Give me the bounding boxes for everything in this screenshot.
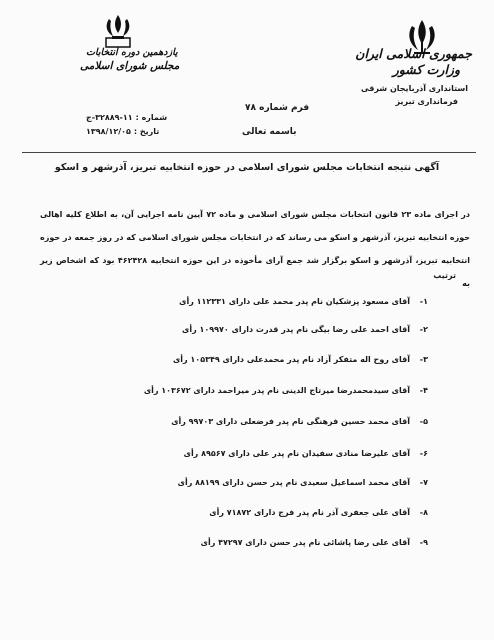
candidate-index: ۹-: [419, 538, 428, 547]
reference-date-value: ۱۳۹۸/۱۲/۰۵: [86, 127, 131, 136]
header-divider: [22, 152, 476, 153]
candidate-item: [173, 355, 428, 364]
candidate-text: آقای علی جعفری آذر نام پدر فرج دارای ۷۱۸۷۲ رأی: [209, 508, 410, 517]
candidate-item: [209, 508, 428, 517]
candidate-index: ۳-: [419, 355, 428, 364]
candidate-text: آقای علی رضا پاشائی نام پدر حسن دارای ۴۷۲۹۷ رأی: [200, 538, 410, 547]
form-number: فرم شماره ۷۸: [245, 103, 310, 113]
candidate-text: آقای محمد حسین فرهنگی نام پدر فرضعلی دارای ۹۹۷۰۳ رأی: [171, 417, 410, 426]
announcement-title: آگهی نتیجه انتخابات مجلس شورای اسلامی در حوزه انتخابیه تبریز، آذرشهر و اسکو: [54, 162, 440, 173]
reference-date-label: تاریخ :: [133, 127, 160, 136]
city-governorate: فرمانداری تبریز: [395, 97, 458, 106]
ministry-name: وزارت کشور: [392, 62, 460, 77]
candidate-item: [144, 386, 428, 395]
candidate-item: [182, 325, 428, 334]
basmala: باسمه تعالی: [242, 127, 297, 137]
province-governorate: استانداری آذربایجان شرقی: [361, 84, 468, 93]
candidate-text: آقای محمد اسماعیل سعیدی نام پدر حسن دارای ۸۸۱۹۹ رأی: [177, 478, 410, 487]
reference-number-label: شماره :: [135, 113, 168, 122]
government-title: جمهوری اسلامی ایران: [355, 46, 472, 61]
election-parliament: مجلس شورای اسلامی: [80, 60, 180, 72]
candidate-index: ۱-: [419, 297, 428, 306]
candidate-index: ۶-: [419, 449, 428, 458]
candidate-item: [178, 478, 428, 487]
candidate-index: ۲-: [419, 325, 428, 334]
candidate-item: [171, 417, 428, 426]
candidate-text: آقای مسعود پزشکیان نام پدر محمد علی دارای ۱۱۲۳۳۱ رأی: [179, 297, 410, 306]
candidate-item: [179, 297, 428, 306]
order-label: ترتیب: [433, 271, 456, 280]
candidate-item: [184, 449, 428, 458]
candidate-item: [201, 538, 428, 547]
candidate-index: ۴-: [419, 386, 428, 395]
election-period: یازدهمین دوره انتخابات: [86, 47, 178, 58]
candidate-index: ۷-: [419, 478, 428, 487]
reference-number-value: ۳۲۸۸۹-۱۱-ج: [86, 113, 133, 122]
candidate-text: آقای روح اله متفکر آزاد نام پدر محمدعلی دارای ۱۰۵۳۴۹ رأی: [172, 355, 410, 364]
candidate-text: آقای سیدمحمدرضا میرتاج الدینی نام پدر میراحمد دارای ۱۰۳۶۷۲ رأی: [143, 386, 410, 395]
candidate-index: ۸-: [419, 508, 428, 517]
reference-number: [86, 113, 167, 122]
election-emblem-icon: [100, 14, 136, 48]
intro-paragraph: در اجرای ماده ۲۳ قانون انتخابات مجلس شورای اسلامی و ماده ۷۲ آیین نامه اجرایی آن، به اطلاع کلیه اهالی حوزه انتخابیه تبریز، آذرشهر و اسکو می رساند که در انتخابات مجلس شورای اسلامی که در روز جمعه در حوزه انتخابیه تبریز، آذرشهر و اسکو برگزار شد جمع آرای مأخوذه در این حوزه انتخابیه ۴۶۲۴۲۸ بود که اشخاص زیر به: [40, 210, 471, 288]
candidate-index: ۵-: [419, 417, 428, 426]
reference-date: [86, 127, 159, 136]
candidate-text: آقای علیرضا منادی سفیدان نام پدر علی دارای ۸۹۵۶۷ رأی: [183, 449, 410, 458]
candidate-text: آقای احمد علی رضا بیگی نام پدر قدرت دارای ۱۰۹۹۷۰ رأی: [182, 325, 410, 334]
